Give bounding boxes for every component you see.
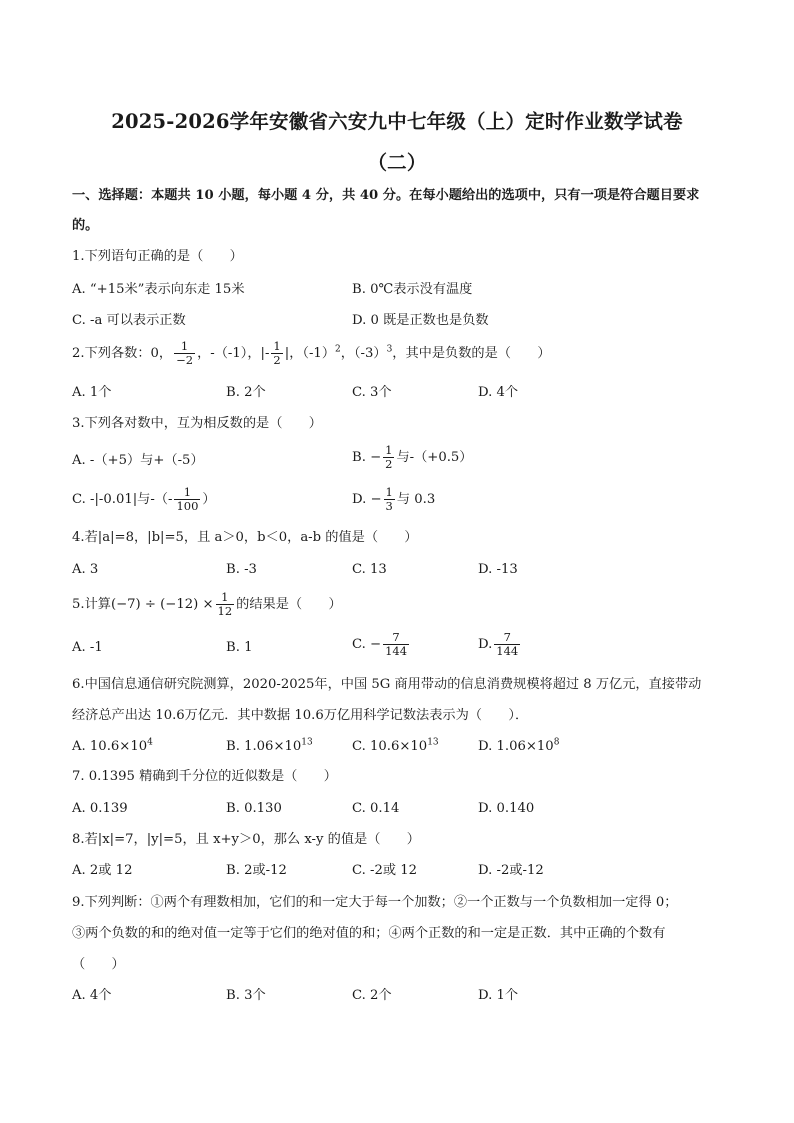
q6-option-a bbox=[72, 738, 153, 756]
q8-option-a: A. 2或 12 bbox=[72, 863, 133, 878]
q3-option-d-fraction bbox=[384, 486, 395, 513]
q2-fraction-2 bbox=[271, 340, 282, 367]
q5-option-c-fraction bbox=[383, 631, 409, 658]
q5-option-d-num: 7 bbox=[503, 630, 511, 644]
q4-option-c: C. 13 bbox=[352, 562, 387, 577]
q5-option-c bbox=[352, 631, 411, 658]
q5-fraction-den: 12 bbox=[217, 604, 233, 618]
q2-exponent-2: 3 bbox=[386, 344, 393, 355]
q3-option-c bbox=[72, 486, 216, 513]
question-4-stem: 4.若|a|=8，|b|=5，且 a＞0，b＜0，a-b 的值是（ ） bbox=[72, 530, 418, 545]
question-5-stem bbox=[72, 591, 342, 618]
q7-option-b: B. 0.130 bbox=[226, 801, 282, 816]
q5-text-b: 的结果是（ ） bbox=[236, 597, 342, 612]
q3-option-b bbox=[352, 444, 473, 471]
q2-text-b: ，-（-1），|- bbox=[197, 346, 270, 361]
q3-option-b-num: 1 bbox=[385, 443, 393, 457]
q2-fraction-1-num: 1 bbox=[180, 339, 189, 353]
question-6-stem-cont: 经济总产出达 10.6万亿元．其中数据 10.6万亿用科学记数法表示为（ ）． bbox=[72, 708, 529, 723]
section-header: 一、选择题：本题共 10 小题，每小题 4 分，共 40 分。在每小题给出的选项中，只有一项是符合题目要求 bbox=[72, 188, 700, 203]
question-3-stem: 3.下列各对数中，互为相反数的是（ ） bbox=[72, 416, 322, 431]
q7-option-c: C. 0.14 bbox=[352, 801, 400, 816]
q3-option-d-suffix: 与 0.3 bbox=[396, 492, 436, 507]
q3-option-c-suffix: ） bbox=[202, 492, 216, 507]
q5-expression: (−7) ÷ (−12) × bbox=[110, 597, 214, 612]
q5-option-c-num: 7 bbox=[392, 630, 400, 644]
exam-title-suffix: （二） bbox=[367, 151, 427, 174]
q3-option-b-prefix: B. − bbox=[352, 450, 382, 465]
q5-fraction bbox=[216, 591, 235, 618]
q2-fraction-1-den: −2 bbox=[176, 353, 194, 367]
q6-option-c bbox=[352, 738, 439, 756]
q9-option-d: D. 1个 bbox=[478, 988, 519, 1003]
q6-option-d-exp: 8 bbox=[553, 737, 560, 748]
q9-option-a: A. 4个 bbox=[72, 988, 112, 1003]
q5-text-a: 5.计算 bbox=[72, 597, 111, 612]
q7-option-d: D. 0.140 bbox=[478, 801, 535, 816]
q2-fraction-1 bbox=[174, 340, 195, 367]
q3-option-b-fraction bbox=[383, 444, 394, 471]
q4-option-d: D. -13 bbox=[478, 562, 518, 577]
q3-option-d-den: 3 bbox=[385, 499, 393, 513]
q6-option-b-exp: 13 bbox=[301, 737, 313, 748]
q6-option-d bbox=[478, 738, 559, 756]
q5-fraction-num: 1 bbox=[221, 590, 229, 604]
q6-option-b bbox=[226, 738, 313, 756]
q2-text-d: ，（-3） bbox=[340, 346, 387, 361]
q5-option-c-prefix: C. − bbox=[352, 637, 382, 652]
q3-option-d-prefix: D. − bbox=[352, 492, 382, 507]
q5-option-d bbox=[478, 631, 522, 658]
q6-option-d-base: D. 1.06×10 bbox=[478, 739, 554, 754]
q3-option-b-suffix: 与-（+0.5） bbox=[396, 450, 473, 465]
q8-option-c: C. -2或 12 bbox=[352, 863, 418, 878]
q5-option-c-den: 144 bbox=[385, 644, 408, 658]
q5-option-d-fraction bbox=[494, 631, 520, 658]
question-8-stem: 8.若|x|=7，|y|=5，且 x+y＞0，那么 x-y 的值是（ ） bbox=[72, 832, 420, 847]
q1-option-a: A. “+15米”表示向东走 15米 bbox=[72, 282, 245, 297]
q5-option-a: A. -1 bbox=[72, 640, 103, 655]
question-2-stem bbox=[72, 340, 551, 367]
q3-option-c-fraction bbox=[174, 486, 200, 513]
q9-option-c: C. 2个 bbox=[352, 988, 392, 1003]
q4-option-b: B. -3 bbox=[226, 562, 257, 577]
q2-text-c: |，（-1） bbox=[284, 346, 336, 361]
q6-option-c-exp: 13 bbox=[427, 737, 439, 748]
q2-fraction-2-num: 1 bbox=[273, 339, 281, 353]
q3-option-c-prefix: C. -|-0.01|与-（- bbox=[72, 492, 173, 507]
q2-option-a: A. 1个 bbox=[72, 385, 112, 400]
section-header-cont: 的。 bbox=[72, 218, 99, 233]
q6-option-a-base: A. 10.6×10 bbox=[72, 739, 148, 754]
q1-option-b: B. 0℃表示没有温度 bbox=[352, 282, 473, 297]
question-7-stem: 7. 0.1395 精确到千分位的近似数是（ ） bbox=[72, 769, 337, 784]
question-9-stem: 9.下列判断：①两个有理数相加，它们的和一定大于每一个加数；②一个正数与一个负数相加一定得 0； bbox=[72, 895, 678, 910]
question-9-stem-bracket: （ ） bbox=[72, 957, 125, 972]
q8-option-b: B. 2或-12 bbox=[226, 863, 287, 878]
q9-option-b: B. 3个 bbox=[226, 988, 266, 1003]
exam-title: 2025-2026学年安徽省六安九中七年级（上）定时作业数学试卷 bbox=[111, 110, 683, 133]
q3-option-c-den: 100 bbox=[176, 499, 199, 513]
q5-option-d-den: 144 bbox=[496, 644, 519, 658]
q3-option-d-num: 1 bbox=[385, 485, 393, 499]
q2-option-c: C. 3个 bbox=[352, 385, 392, 400]
q3-option-c-num: 1 bbox=[183, 485, 192, 499]
q2-fraction-2-den: 2 bbox=[273, 353, 281, 367]
q1-option-d: D. 0 既是正数也是负数 bbox=[352, 313, 489, 328]
q1-option-c: C. -a 可以表示正数 bbox=[72, 313, 186, 328]
q7-option-a: A. 0.139 bbox=[72, 801, 128, 816]
q5-option-d-prefix: D. bbox=[478, 637, 493, 652]
question-6-stem: 6.中国信息通信研究院测算，2020-2025年，中国 5G 商用带动的信息消费规模将超过 8 万亿元，直接带动 bbox=[72, 677, 702, 692]
q4-option-a: A. 3 bbox=[72, 562, 99, 577]
q6-option-a-exp: 4 bbox=[147, 737, 153, 748]
q8-option-d: D. -2或-12 bbox=[478, 863, 544, 878]
question-9-stem-cont: ③两个负数的和的绝对值一定等于它们的绝对值的和；④两个正数的和一定是正数．其中正确的个数有 bbox=[72, 926, 666, 941]
q3-option-b-den: 2 bbox=[385, 457, 393, 471]
question-1-stem: 1.下列语句正确的是（ ） bbox=[72, 249, 243, 264]
q2-option-d: D. 4个 bbox=[478, 385, 519, 400]
q2-text-e: ，其中是负数的是（ ） bbox=[392, 346, 551, 361]
q6-option-b-base: B. 1.06×10 bbox=[226, 739, 302, 754]
q6-option-c-base: C. 10.6×10 bbox=[352, 739, 428, 754]
q2-text-a: 2.下列各数：0， bbox=[72, 346, 173, 361]
q2-exponent-1: 2 bbox=[335, 344, 341, 355]
q3-option-d bbox=[352, 486, 435, 513]
q3-option-a: A. -（+5）与+（-5） bbox=[72, 453, 204, 468]
q5-option-b: B. 1 bbox=[226, 640, 253, 655]
q2-option-b: B. 2个 bbox=[226, 385, 266, 400]
